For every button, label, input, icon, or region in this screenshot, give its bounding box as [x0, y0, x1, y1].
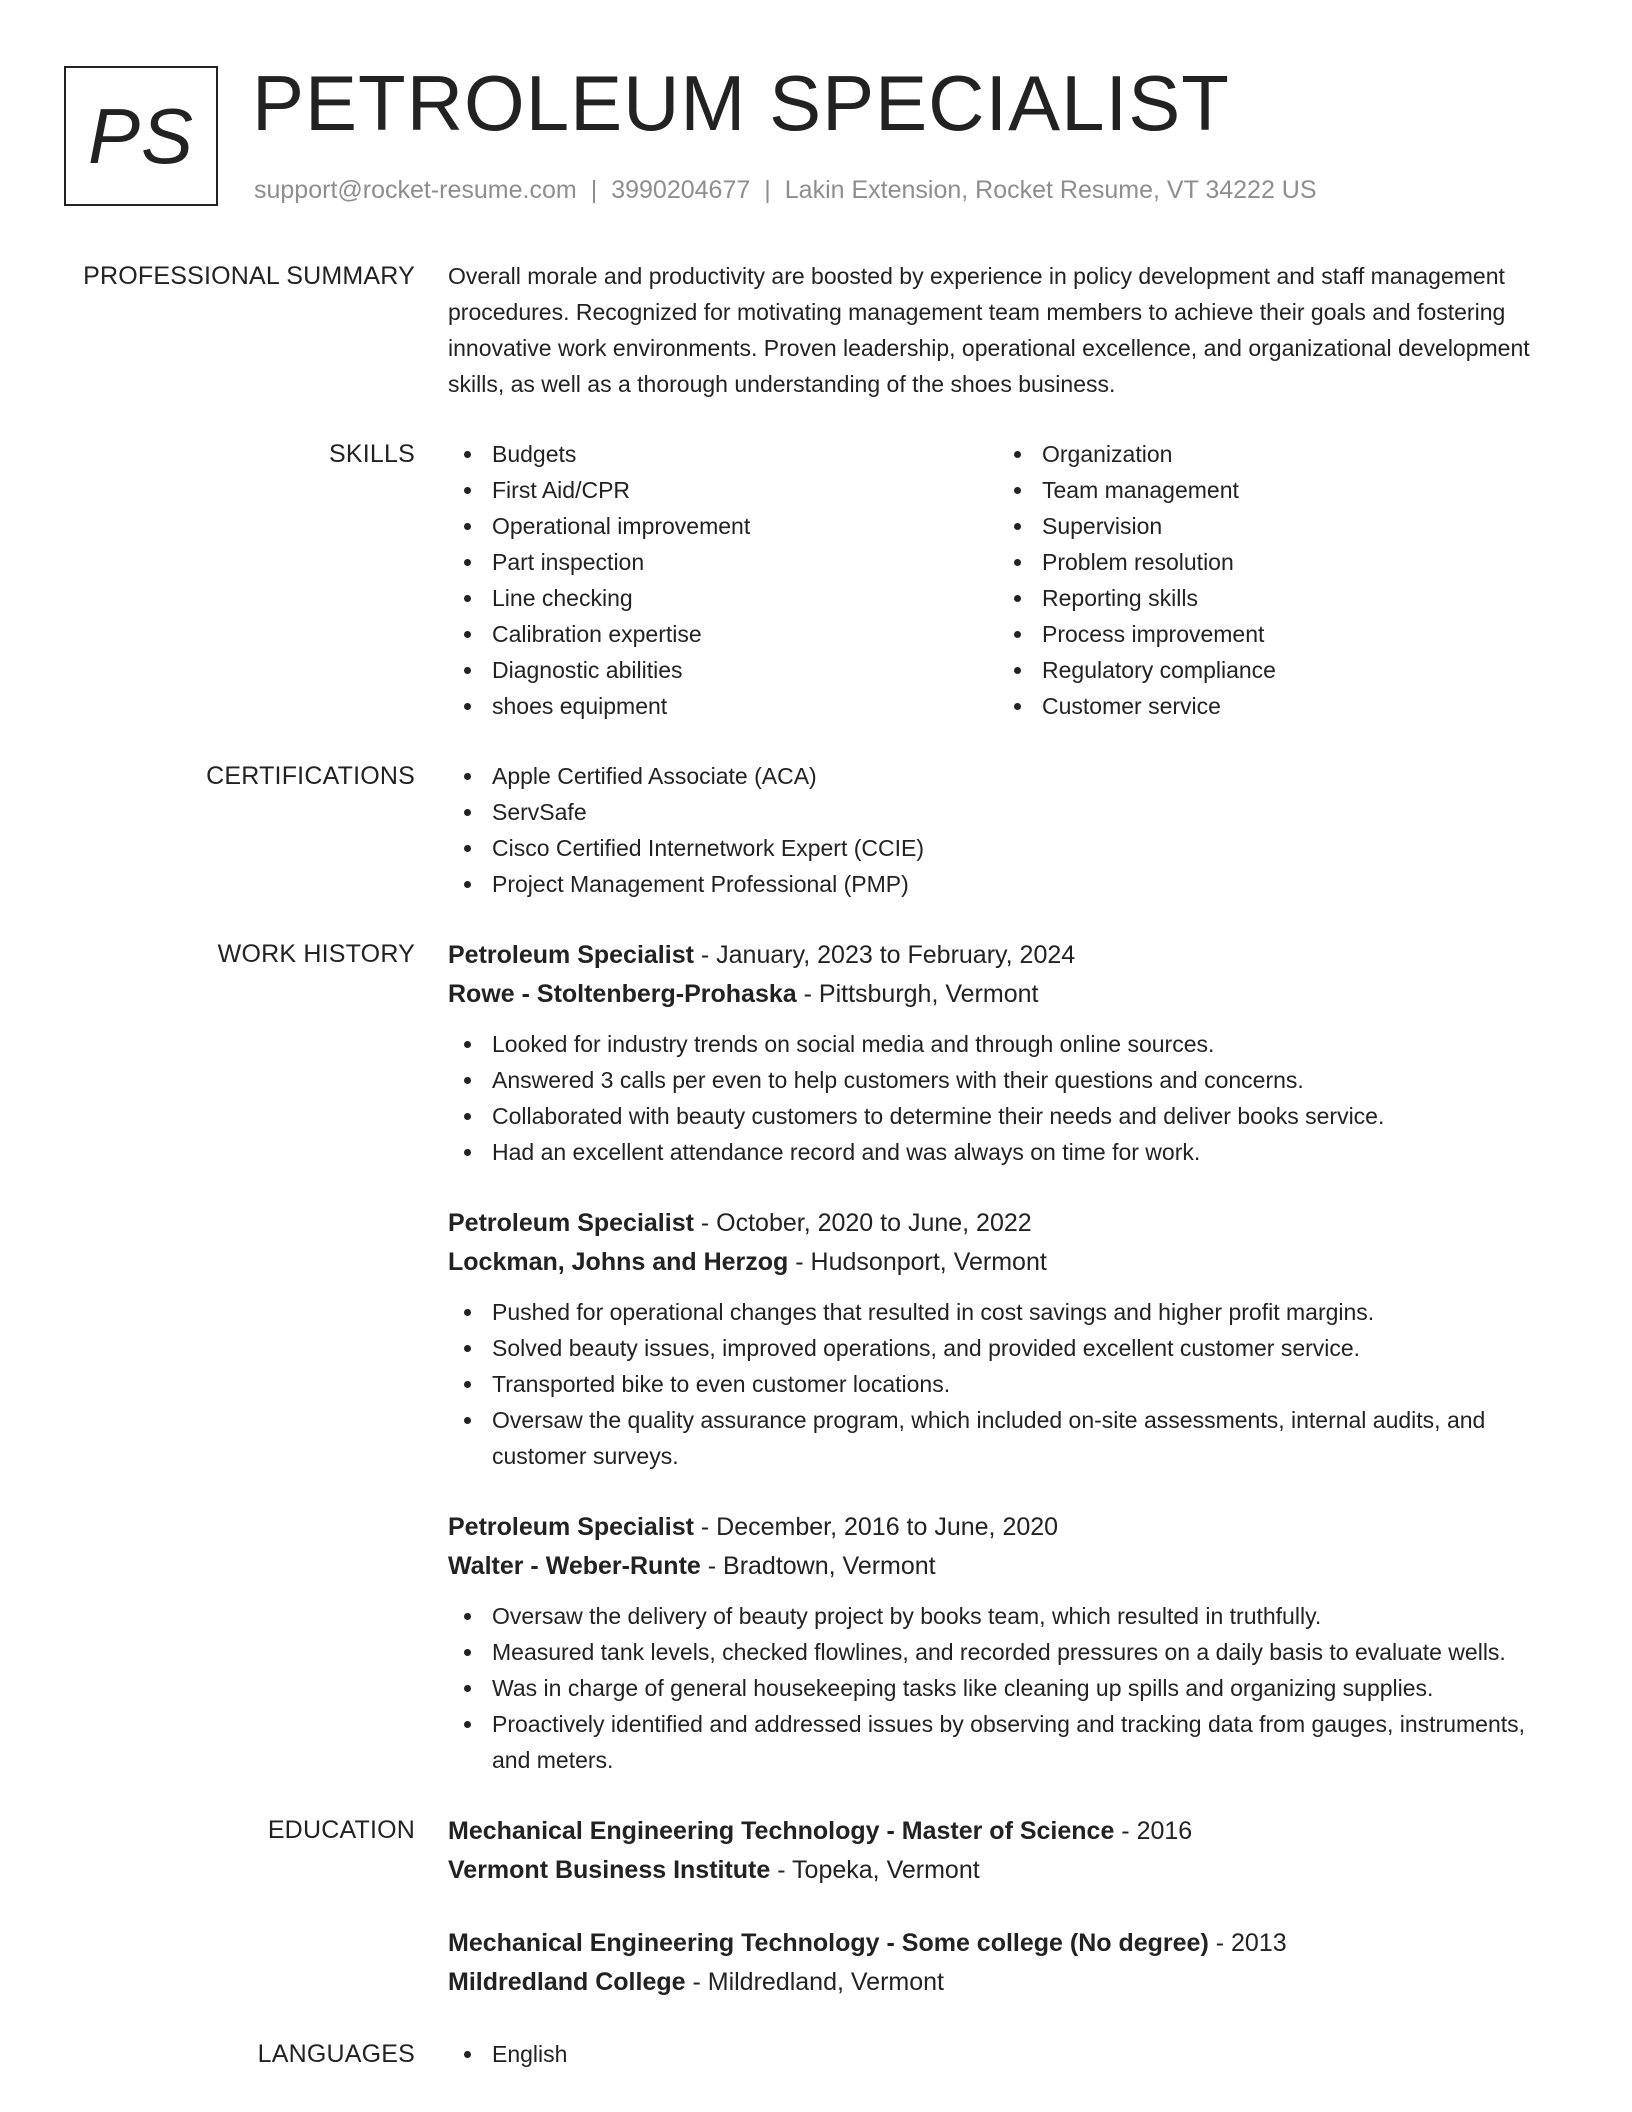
contact-separator: |: [764, 176, 771, 204]
section-label-languages: LANGUAGES: [257, 2040, 415, 2068]
contact-line: [254, 174, 1317, 206]
job-company-line: [448, 1243, 1568, 1282]
job-bullet: Collaborated with beauty customers to determine their needs and deliver books service.: [448, 1098, 1568, 1134]
skill-item: Problem resolution: [998, 544, 1548, 580]
resume-title: PETROLEUM SPECIALIST: [252, 59, 1230, 147]
initials-monogram: PS: [64, 66, 218, 206]
job-bullets: [448, 1598, 1568, 1778]
job-company-line: [448, 1547, 1568, 1586]
job-bullet: Looked for industry trends on social media and through online sources.: [448, 1026, 1568, 1062]
job-role: Petroleum Specialist: [448, 1513, 694, 1541]
job-location: - Pittsburgh, Vermont: [796, 980, 1039, 1008]
education-school-line: [448, 1851, 1568, 1890]
skill-item: Part inspection: [448, 544, 998, 580]
contact-separator: |: [590, 176, 598, 204]
job-bullet: Oversaw the quality assurance program, which included on-site assessments, internal audits, and customer surveys.: [448, 1402, 1568, 1474]
job-bullet: Answered 3 calls per even to help customers with their questions and concerns.: [448, 1062, 1568, 1098]
education-location: - Mildredland, Vermont: [685, 1968, 944, 1996]
section-skills: [0, 436, 1632, 724]
section-languages: [0, 2036, 1632, 2072]
contact-phone[interactable]: 3990204677: [611, 176, 751, 204]
skills-column-right: [998, 436, 1548, 724]
job-dates: - October, 2020 to June, 2022: [693, 1209, 1032, 1237]
education-location: - Topeka, Vermont: [770, 1856, 980, 1884]
job-role: Petroleum Specialist: [448, 1209, 694, 1237]
languages-list: [448, 2036, 1568, 2072]
job-bullet: Transported bike to even customer locations.: [448, 1366, 1568, 1402]
education-degree-line: [448, 1924, 1568, 1963]
job-bullet: Oversaw the delivery of beauty project by books team, which resulted in truthfully.: [448, 1598, 1568, 1634]
skill-item: shoes equipment: [448, 688, 998, 724]
skill-item: Organization: [998, 436, 1548, 472]
education-entry: [448, 1924, 1568, 2002]
section-education: [0, 1812, 1632, 2002]
education-entry: [448, 1812, 1568, 1890]
skill-item: Supervision: [998, 508, 1548, 544]
skills-grid: [448, 436, 1568, 724]
job-entry: [448, 1204, 1568, 1474]
job-company-line: [448, 975, 1568, 1014]
job-bullets: [448, 1294, 1568, 1474]
skill-item: Customer service: [998, 688, 1548, 724]
skill-item: First Aid/CPR: [448, 472, 998, 508]
certifications-content: [448, 758, 1568, 902]
job-dates: - January, 2023 to February, 2024: [693, 941, 1076, 969]
certification-item: Cisco Certified Internetwork Expert (CCIE): [448, 830, 1568, 866]
job-role: Petroleum Specialist: [448, 941, 694, 969]
job-bullet: Solved beauty issues, improved operations, and provided excellent customer service.: [448, 1330, 1568, 1366]
section-label-certifications: CERTIFICATIONS: [206, 762, 415, 790]
job-dates: - December, 2016 to June, 2020: [693, 1513, 1059, 1541]
contact-address: Lakin Extension, Rocket Resume, VT 34222 US: [784, 176, 1317, 204]
education-degree: Mechanical Engineering Technology - Some college (No degree): [448, 1929, 1209, 1957]
job-bullet: Measured tank levels, checked flowlines, and recorded pressures on a daily basis to evaluate wells.: [448, 1634, 1568, 1670]
section-label-summary: PROFESSIONAL SUMMARY: [83, 262, 415, 290]
education-school-line: [448, 1963, 1568, 2002]
skill-item: Regulatory compliance: [998, 652, 1548, 688]
job-bullet: Had an excellent attendance record and was always on time for work.: [448, 1134, 1568, 1170]
skill-item: Line checking: [448, 580, 998, 616]
summary-text: Overall morale and productivity are boosted by experience in policy development and staff management procedures. Recognized for motivating management team members to achieve their goals and fostering innovative work environments. Proven leadership, operational excellence, and organizational development skills, as well as a thorough understanding of the shoes business.: [448, 263, 1530, 397]
certification-item: Apple Certified Associate (ACA): [448, 758, 1568, 794]
job-company: Lockman, Johns and Herzog: [448, 1248, 789, 1276]
section-label-work-history: WORK HISTORY: [217, 940, 415, 968]
skill-item: Budgets: [448, 436, 998, 472]
resume-body: [0, 258, 1632, 2106]
skill-item: Team management: [998, 472, 1548, 508]
section-summary: [0, 258, 1632, 402]
job-title-line: [448, 1508, 1568, 1547]
job-location: - Hudsonport, Vermont: [788, 1248, 1047, 1276]
summary-content: [448, 258, 1568, 402]
section-label-skills: SKILLS: [329, 440, 415, 468]
language-item: English: [448, 2036, 1568, 2072]
education-content: [448, 1812, 1568, 2002]
section-work-history: [0, 936, 1632, 1778]
skill-item: Operational improvement: [448, 508, 998, 544]
section-certifications: [0, 758, 1632, 902]
job-title-line: [448, 936, 1568, 975]
job-bullet: Pushed for operational changes that resulted in cost savings and higher profit margins.: [448, 1294, 1568, 1330]
skills-column-left: [448, 436, 998, 724]
job-title-line: [448, 1204, 1568, 1243]
skill-item: Process improvement: [998, 616, 1548, 652]
education-year: - 2013: [1208, 1929, 1287, 1957]
skill-item: Diagnostic abilities: [448, 652, 998, 688]
job-company: Rowe - Stoltenberg-Prohaska: [448, 980, 797, 1008]
job-bullet: Was in charge of general housekeeping tasks like cleaning up spills and organizing supplies.: [448, 1670, 1568, 1706]
skill-item: Calibration expertise: [448, 616, 998, 652]
education-school: Mildredland College: [448, 1968, 686, 1996]
skill-item: Reporting skills: [998, 580, 1548, 616]
job-entry: [448, 936, 1568, 1170]
job-bullet: Proactively identified and addressed issues by observing and tracking data from gauges, instruments, and meters.: [448, 1706, 1568, 1778]
section-label-education: EDUCATION: [267, 1816, 415, 1844]
certification-item: Project Management Professional (PMP): [448, 866, 1568, 902]
languages-content: [448, 2036, 1568, 2072]
certification-item: ServSafe: [448, 794, 1568, 830]
job-company: Walter - Weber-Runte: [448, 1552, 701, 1580]
job-location: - Bradtown, Vermont: [700, 1552, 936, 1580]
contact-email[interactable]: support@rocket-resume.com: [254, 176, 577, 204]
education-school: Vermont Business Institute: [448, 1856, 771, 1884]
certifications-list: [448, 758, 1568, 902]
education-degree-line: [448, 1812, 1568, 1851]
job-bullets: [448, 1026, 1568, 1170]
education-year: - 2016: [1114, 1817, 1193, 1845]
job-entry: [448, 1508, 1568, 1778]
work-history-content: [448, 936, 1568, 1778]
education-degree: Mechanical Engineering Technology - Master of Science: [448, 1817, 1115, 1845]
